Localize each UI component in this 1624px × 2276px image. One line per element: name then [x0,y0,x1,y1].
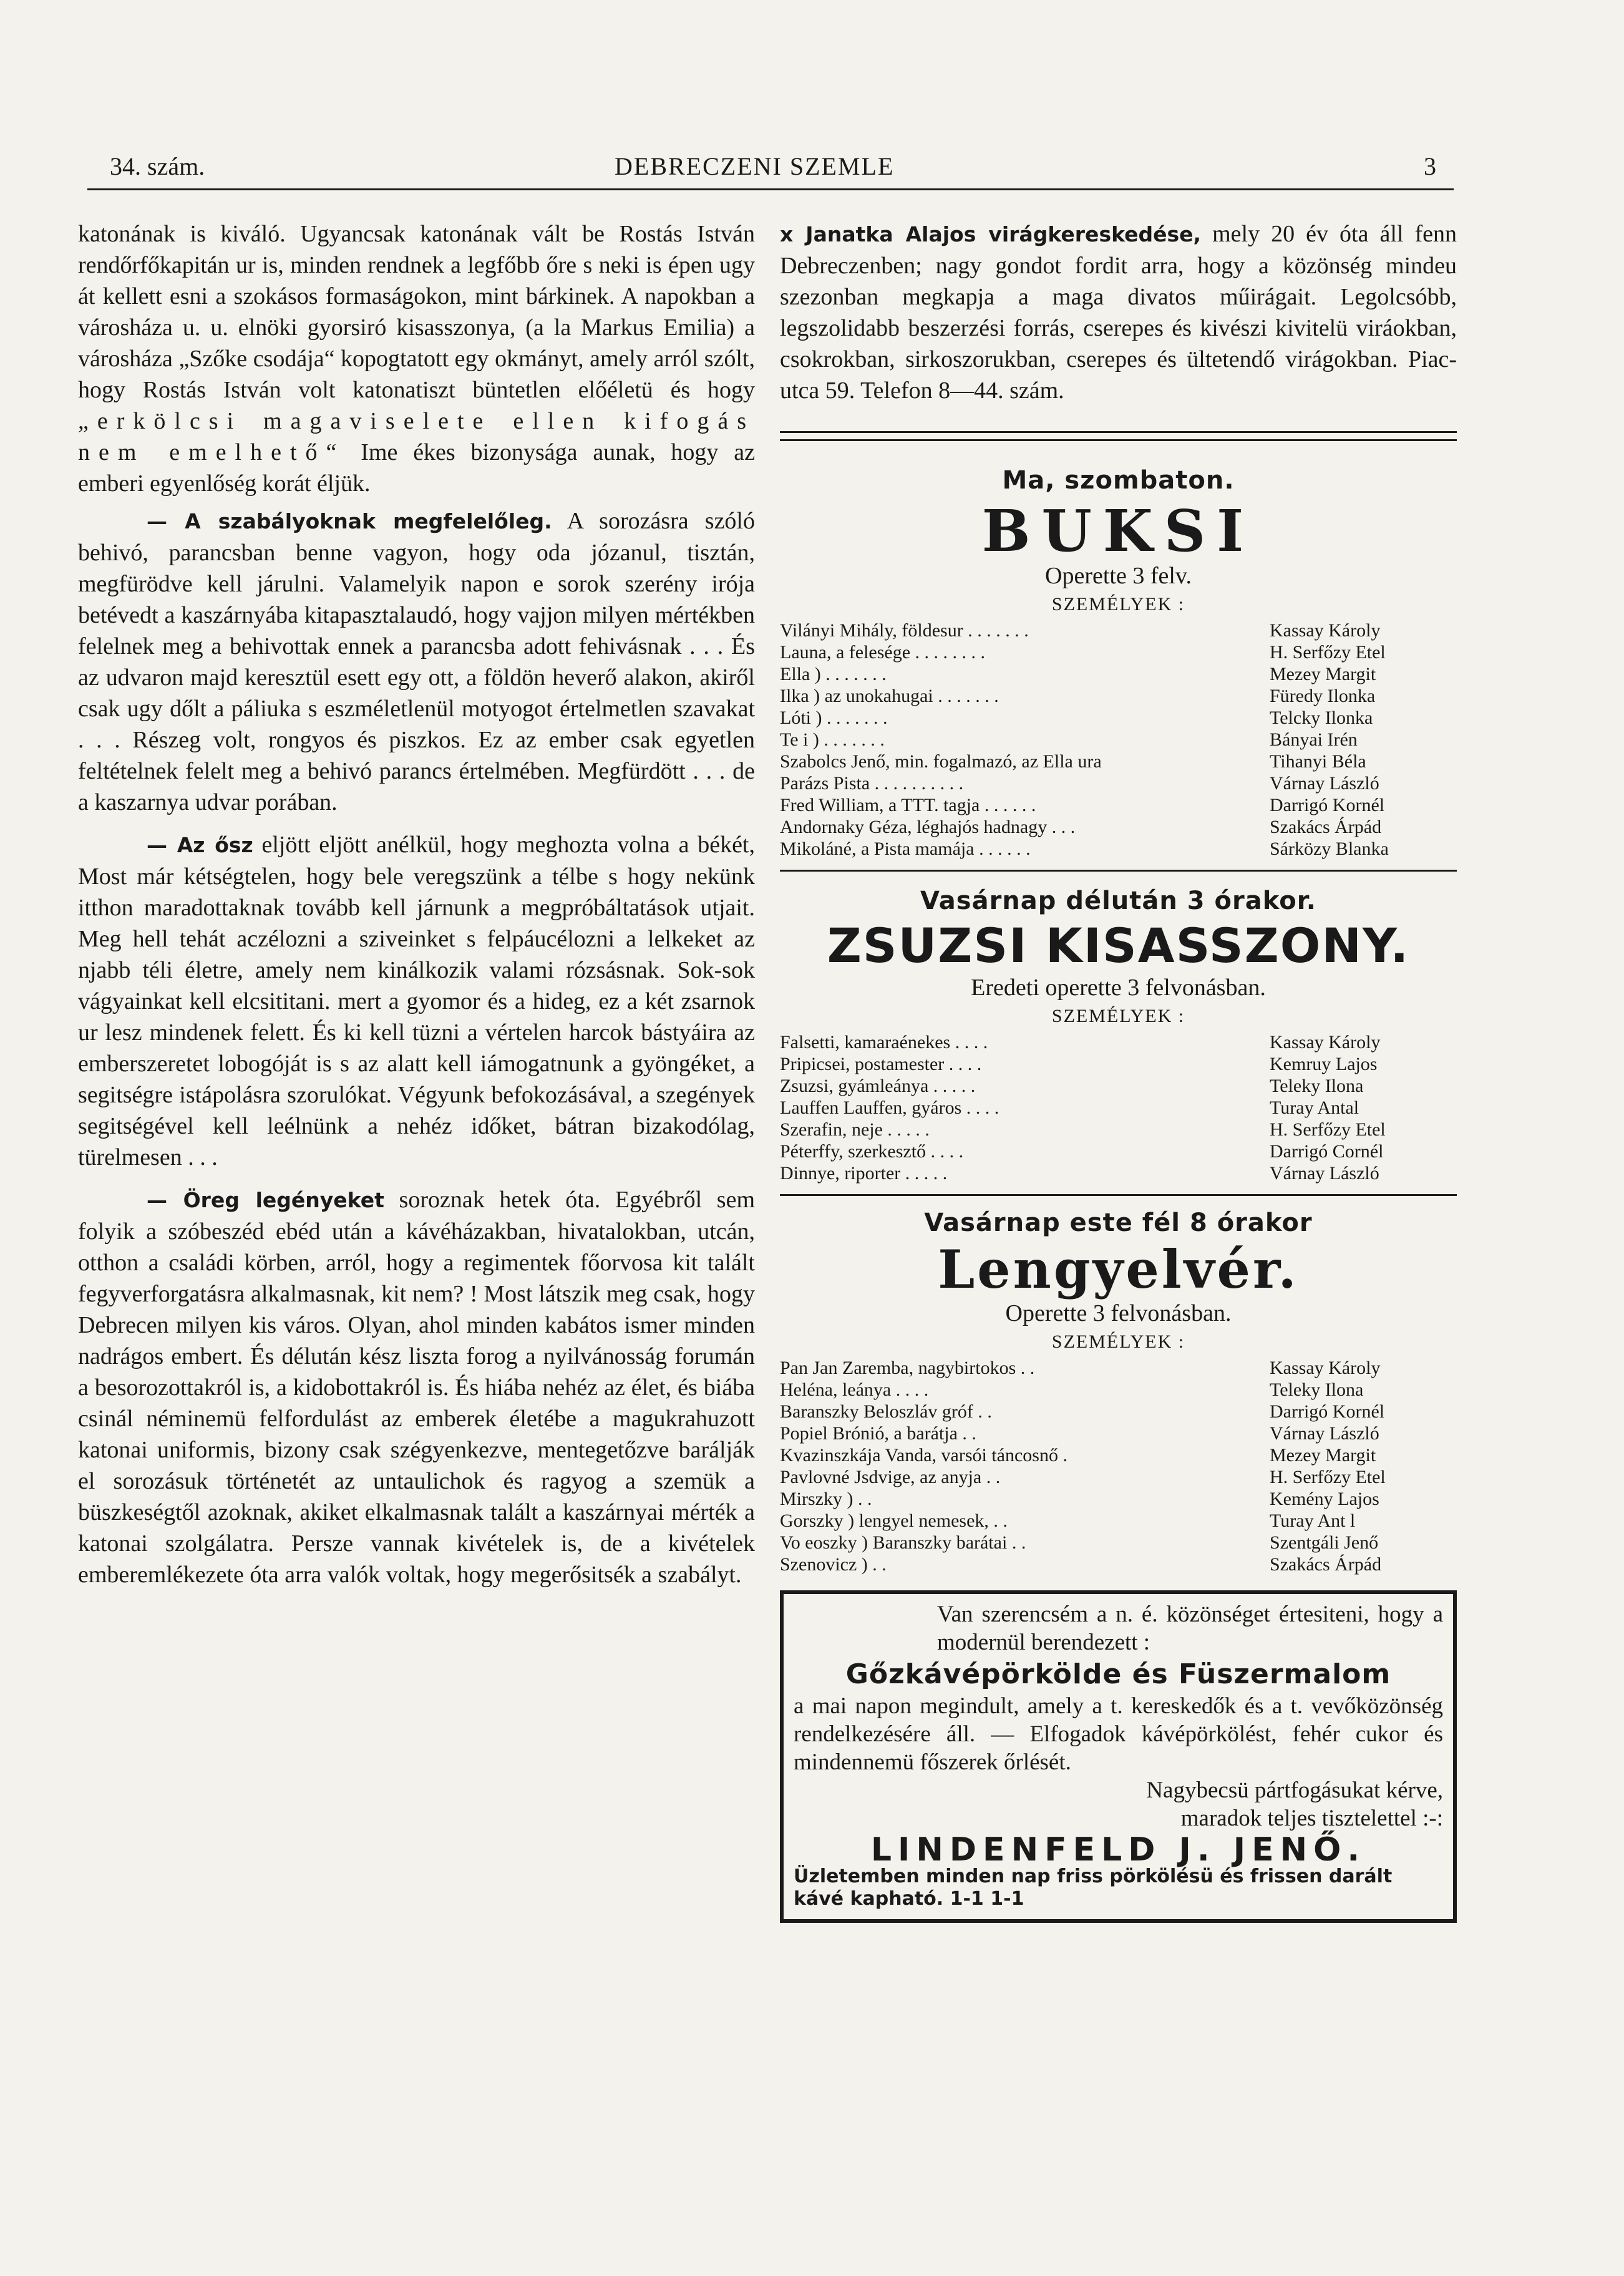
paragraph-3-text: eljött eljött anélkül, hogy meghozta volna a békét, Most már kétségtelen, hogy bele veregszünk a télbe s hogy nekünk itthon maradottaknak tovább kell járnunk a megpróbáltatások utjait. Meg hell tehát aczélozni a sziveinket s felpáucélozni a lelkeket az njabb téli életre, amely nem kinálkozik valami rózsásnak. Sok-sok vágyainkat kell elcsititani. mert a gyomor és a hideg, ez a két zsarnok ur lesz mindenek felett. És ki kell tüzni a vértelen harcok bástyáira az emberszeretet lobogóját is s az alatt kell iámogatnunk a gyöngéket, a segitségre istápolásra szorulókat. Végyunk befokozásával, a szegények segitségével kell leélnünk a nehéz időket, bátran bizakodólag, türelmesen . . . [78,832,755,1170]
florist-lead: x Janatka Alajos virágkereskedése, [780,222,1202,246]
article-paragraph-2 [78,505,755,818]
theatre-program-zsuzsi [780,887,1457,1029]
program-3-cast [780,1357,1457,1575]
cast-row [780,772,1457,794]
cast-role: Lóti ) . . . . . . . [780,708,888,728]
advert-closing-1: Nagybecsü pártfogásukat kérve, [1146,1778,1443,1803]
cast-role: Parázs Pista . . . . . . . . . . [780,773,964,794]
cast-role: Heléna, leánya . . . . [780,1379,929,1400]
cast-actor: Szentgáli Jenő [1270,1532,1379,1553]
cast-role: Fred William, a TTT. tagja . . . . . . [780,795,1036,815]
cast-actor: Mezey Margit [1270,664,1376,684]
program-divider-2 [780,1194,1457,1196]
cast-actor: Füredy Ilonka [1270,686,1376,706]
cast-row [780,794,1457,816]
program-3-subtitle: Operette 3 felvonásban. [1005,1300,1232,1326]
cast-actor: Darrigó Kornél [1270,795,1385,815]
cast-role: Kvazinszkája Vanda, varsói táncosnő . [780,1445,1067,1466]
cast-row [780,1422,1457,1444]
cast-actor: Szakács Árpád [1270,817,1382,837]
cast-actor: Bányai Irén [1270,729,1358,750]
cast-actor: Teleky Ilona [1270,1379,1364,1400]
cast-actor: Turay Ant l [1270,1510,1356,1531]
cast-role: Te i ) . . . . . . . [780,729,885,750]
cast-actor: Várnay László [1270,1163,1379,1184]
cast-row [780,838,1457,860]
cast-role: Launa, a felesége . . . . . . . . [780,642,986,663]
cast-actor: Teleky Ilona [1270,1076,1364,1096]
section-divider [780,431,1457,441]
cast-actor: H. Serfőzy Etel [1270,1467,1386,1487]
program-3-persons-heading: SZEMÉLYEK : [1051,1331,1185,1352]
cast-row [780,1075,1457,1097]
advert-owner-name: LINDENFELD J. JENŐ. [870,1831,1366,1869]
cast-role: Vo eoszky ) Baranszky barátai . . [780,1532,1026,1553]
cast-actor: Várnay László [1270,773,1379,794]
cast-row [780,729,1457,751]
cast-actor: Turay Antal [1270,1097,1359,1118]
cast-actor: Sárközy Blanka [1270,839,1389,859]
cast-row [780,707,1457,729]
theatre-program-buksi [780,466,1457,617]
program-2-title: ZSUZSI KISASSZONY. [827,918,1410,973]
cast-actor: H. Serfőzy Etel [1270,642,1386,663]
page-number: 3 [1424,152,1436,180]
cast-actor: H. Serfőzy Etel [1270,1119,1386,1140]
cast-actor: Várnay László [1270,1423,1379,1444]
cast-actor: Kassay Károly [1270,620,1381,641]
florist-text: mely 20 év óta áll fenn Debreczenben; nagy gondot fordit arra, hogy a közönség mindeu szezonban megkapja a maga divatos műirágait. Legolcsóbb, legszolidabb beszerzési forrás, cserepes és kivészi kivitelü viráokban, csokrokban, sirkoszorukban, cserepes és ültetendő virágokban. Piac-utca 59. Telefon 8—44. szám. [780,221,1457,404]
coffee-roastery-advert [780,1590,1457,1923]
paragraph-1-spaced-quote: „erkölcsi magaviselete ellen kifogás nem emelhető“ [78,408,755,465]
cast-row [780,816,1457,838]
advert-footer: Üzletemben minden nap friss pörkölésü és frissen darált kávé kapható. 1-1 1-1 [794,1865,1393,1910]
advert-body: a mai napon megindult, amely a t. kereskedők és a t. vevőközönség rendelkezésére áll. — Elfogadok kávépörkölést, fehér cukor és mindennemü főszerek őrlését. [794,1693,1443,1775]
cast-role: Dinnye, riporter . . . . . [780,1163,948,1184]
program-divider-1 [780,870,1457,872]
cast-role: Ella ) . . . . . . . [780,664,887,684]
cast-actor: Kassay Károly [1270,1032,1381,1053]
theatre-program-lengyelver [780,1209,1457,1354]
cast-role: Popiel Brónió, a barátja . . [780,1423,976,1444]
program-3-when: Vasárnap este fél 8 órakor [924,1209,1313,1237]
cast-actor: Kassay Károly [1270,1358,1381,1378]
cast-role: Szabolcs Jenő, min. fogalmazó, az Ella ura [780,751,1102,772]
paragraph-3-lead: — Az ősz [147,833,253,857]
paragraph-4-text: soroznak hetek óta. Egyébről sem folyik a szóbeszéd ebéd után a kávéházakban, hivatalokban, utcán, otthon a családi körben, arról, hogy a regimentek főorvosa kit talált fegyverforgatásra alkalmasnak, kit nem? ! Most látszik meg csak, hogy Debrecen milyen kis város. Olyan, ahol minden kabátos ismer minden nadrágos embert. És délután kész liszta forog a nyilvánosság forumán a besorozottakról is, a kidobottakról is. És hiába nehéz az élet, és biába csinál néminemü felfordulást az emberek életébe a magukrahuzott katonai uniformis, bizony csak szégyenkezve, mentegetőzve barálják el sorozásuk történetét az untaulichok és ragyog a szemük a büszkeségtől azoknak, akiket elkalmasnak talált a kaszárnyai mérték a katonai szolgálatra. Persze vannak kivételek is, de a kivételek emberemlékezete óta arra valók voltak, hogy megerősitsék a szabályt. [78,1187,756,1588]
cast-row [780,1379,1457,1401]
cast-role: Baranszky Beloszláv gróf . . [780,1401,992,1422]
cast-role: Zsuzsi, gyámleánya . . . . . [780,1076,976,1096]
cast-role: Szerafin, neje . . . . . [780,1119,930,1140]
program-2-subtitle: Eredeti operette 3 felvonásban. [971,975,1266,1001]
cast-actor: Telcky Ilonka [1270,708,1373,728]
advert-intro: Van szerencsém a n. é. közönséget értesiteni, hogy a modernül berendezett : [937,1602,1443,1655]
cast-role: Gorszky ) lengyel nemesek, . . [780,1510,1008,1531]
paragraph-2-text: A sorozásra szóló behivó, parancsban benne vagyon, hogy oda józanul, tisztán, megfürödve kell járulni. Valamelyik napon e sorok szerény irója betévedt a kaszárnyába kitapasztalaudó, hogy vajjon milyen mértékben felelnek meg a behivottak ennek a parancsba adott fehivásnak . . . És az udvaron majd keresztül esett egy ott, a földön heverő alakon, akiről csak ugy dőlt a páliuka s eszméletlenül motyogot értelmetlen szavakat . . . Részeg volt, rongyos és piszkos. Ez az ember csak egyetlen feltételnek felelt meg a behivó parancs értelmében. Megfürdött . . . de a kaszarnya udvar porában. [78,508,755,815]
cast-row [780,1031,1457,1053]
article-paragraph-1 [78,218,755,499]
cast-row [780,641,1457,663]
program-2-cast [780,1031,1457,1184]
cast-role: Ilka ) az unokahugai . . . . . . . [780,686,999,706]
header-rule [87,188,1454,190]
issue-number: 34. szám. [110,152,205,180]
cast-role: Mikoláné, a Pista mamája . . . . . . [780,839,1031,859]
cast-role: Pripicsei, postamester . . . . [780,1054,982,1074]
program-2-persons-heading: SZEMÉLYEK : [1051,1006,1185,1026]
cast-row [780,685,1457,707]
cast-row [780,1162,1457,1184]
program-2-when: Vasárnap délután 3 órakor. [920,887,1316,915]
cast-role: Vilányi Mihály, földesur . . . . . . . [780,620,1029,641]
cast-row [780,1488,1457,1510]
cast-role: Andornaky Géza, léghajós hadnagy . . . [780,817,1076,837]
cast-actor: Kemruy Lajos [1270,1054,1378,1074]
cast-role: Szenovicz ) . . [780,1554,887,1575]
program-1-when: Ma, szombaton. [1002,466,1235,495]
program-1-cast [780,620,1457,860]
program-1-subtitle: Operette 3 felv. [1045,563,1192,589]
article-paragraph-3 [78,829,755,1173]
cast-row [780,1401,1457,1422]
cast-row [780,1510,1457,1532]
cast-row [780,1097,1457,1119]
program-1-persons-heading: SZEMÉLYEK : [1051,594,1185,615]
cast-row [780,1466,1457,1488]
paragraph-1-text: katonának is kiváló. Ugyancsak katonának vált be Rostás István rendőrfőkapitán ur is, minden rendnek a legfőbb őre s neki is épen ugy át kellett esni a szokásos formaságokon, mint bárkinek. A napokban a városháza u. u. elnöki gyorsiró kisasszonya, (a la Markus Emilia) a városháza „Szőke csodája“ kopogtatott egy okmányt, amely arról szólt, hogy Rostás István volt katonatiszt büntetlen előéletü és hogy [78,221,755,403]
cast-row [780,1140,1457,1162]
cast-row [780,1053,1457,1075]
cast-actor: Kemény Lajos [1270,1489,1379,1509]
cast-actor: Darrigó Kornél [1270,1401,1385,1422]
cast-role: Falsetti, kamaraénekes . . . . [780,1032,988,1053]
cast-row [780,1119,1457,1140]
florist-notice [780,218,1457,406]
cast-actor: Tihanyi Béla [1270,751,1366,772]
article-paragraph-4 [78,1184,755,1590]
program-3-title: Lengyelvér. [938,1238,1299,1300]
newspaper-title: DEBRECZENI SZEMLE [615,152,895,180]
paragraph-2-lead: — A szabályoknak megfelelőleg. [147,509,552,533]
paragraph-4-lead: — Öreg legényeket [147,1188,384,1212]
cast-row [780,620,1457,641]
advert-closing-2: maradok teljes tisztelettel :-: [1180,1806,1443,1831]
page-header [87,147,1454,184]
cast-role: Pavlovné Jsdvige, az anyja . . [780,1467,1001,1487]
cast-row [780,1444,1457,1466]
cast-actor: Darrigó Cornél [1270,1141,1384,1162]
cast-row [780,751,1457,772]
program-1-title: BUKSI [981,497,1255,565]
cast-actor: Szakács Árpád [1270,1554,1382,1575]
right-column [780,218,1457,1923]
cast-role: Lauffen Lauffen, gyáros . . . . [780,1097,999,1118]
advert-company-name: Gőzkávépörkölde és Füszermalom [845,1658,1391,1690]
cast-row [780,1532,1457,1554]
cast-role: Mirszky ) . . [780,1489,872,1509]
cast-row [780,663,1457,685]
cast-row [780,1357,1457,1379]
paragraph-1-end: Ime ékes bizonysága aunak, hogy az emberi egyenlőség korát éljük. [78,439,756,497]
cast-role: Pan Jan Zaremba, nagybirtokos . . [780,1358,1035,1378]
cast-row [780,1554,1457,1575]
left-column [78,218,755,1590]
cast-actor: Mezey Margit [1270,1445,1376,1466]
cast-role: Péterffy, szerkesztő . . . . [780,1141,964,1162]
